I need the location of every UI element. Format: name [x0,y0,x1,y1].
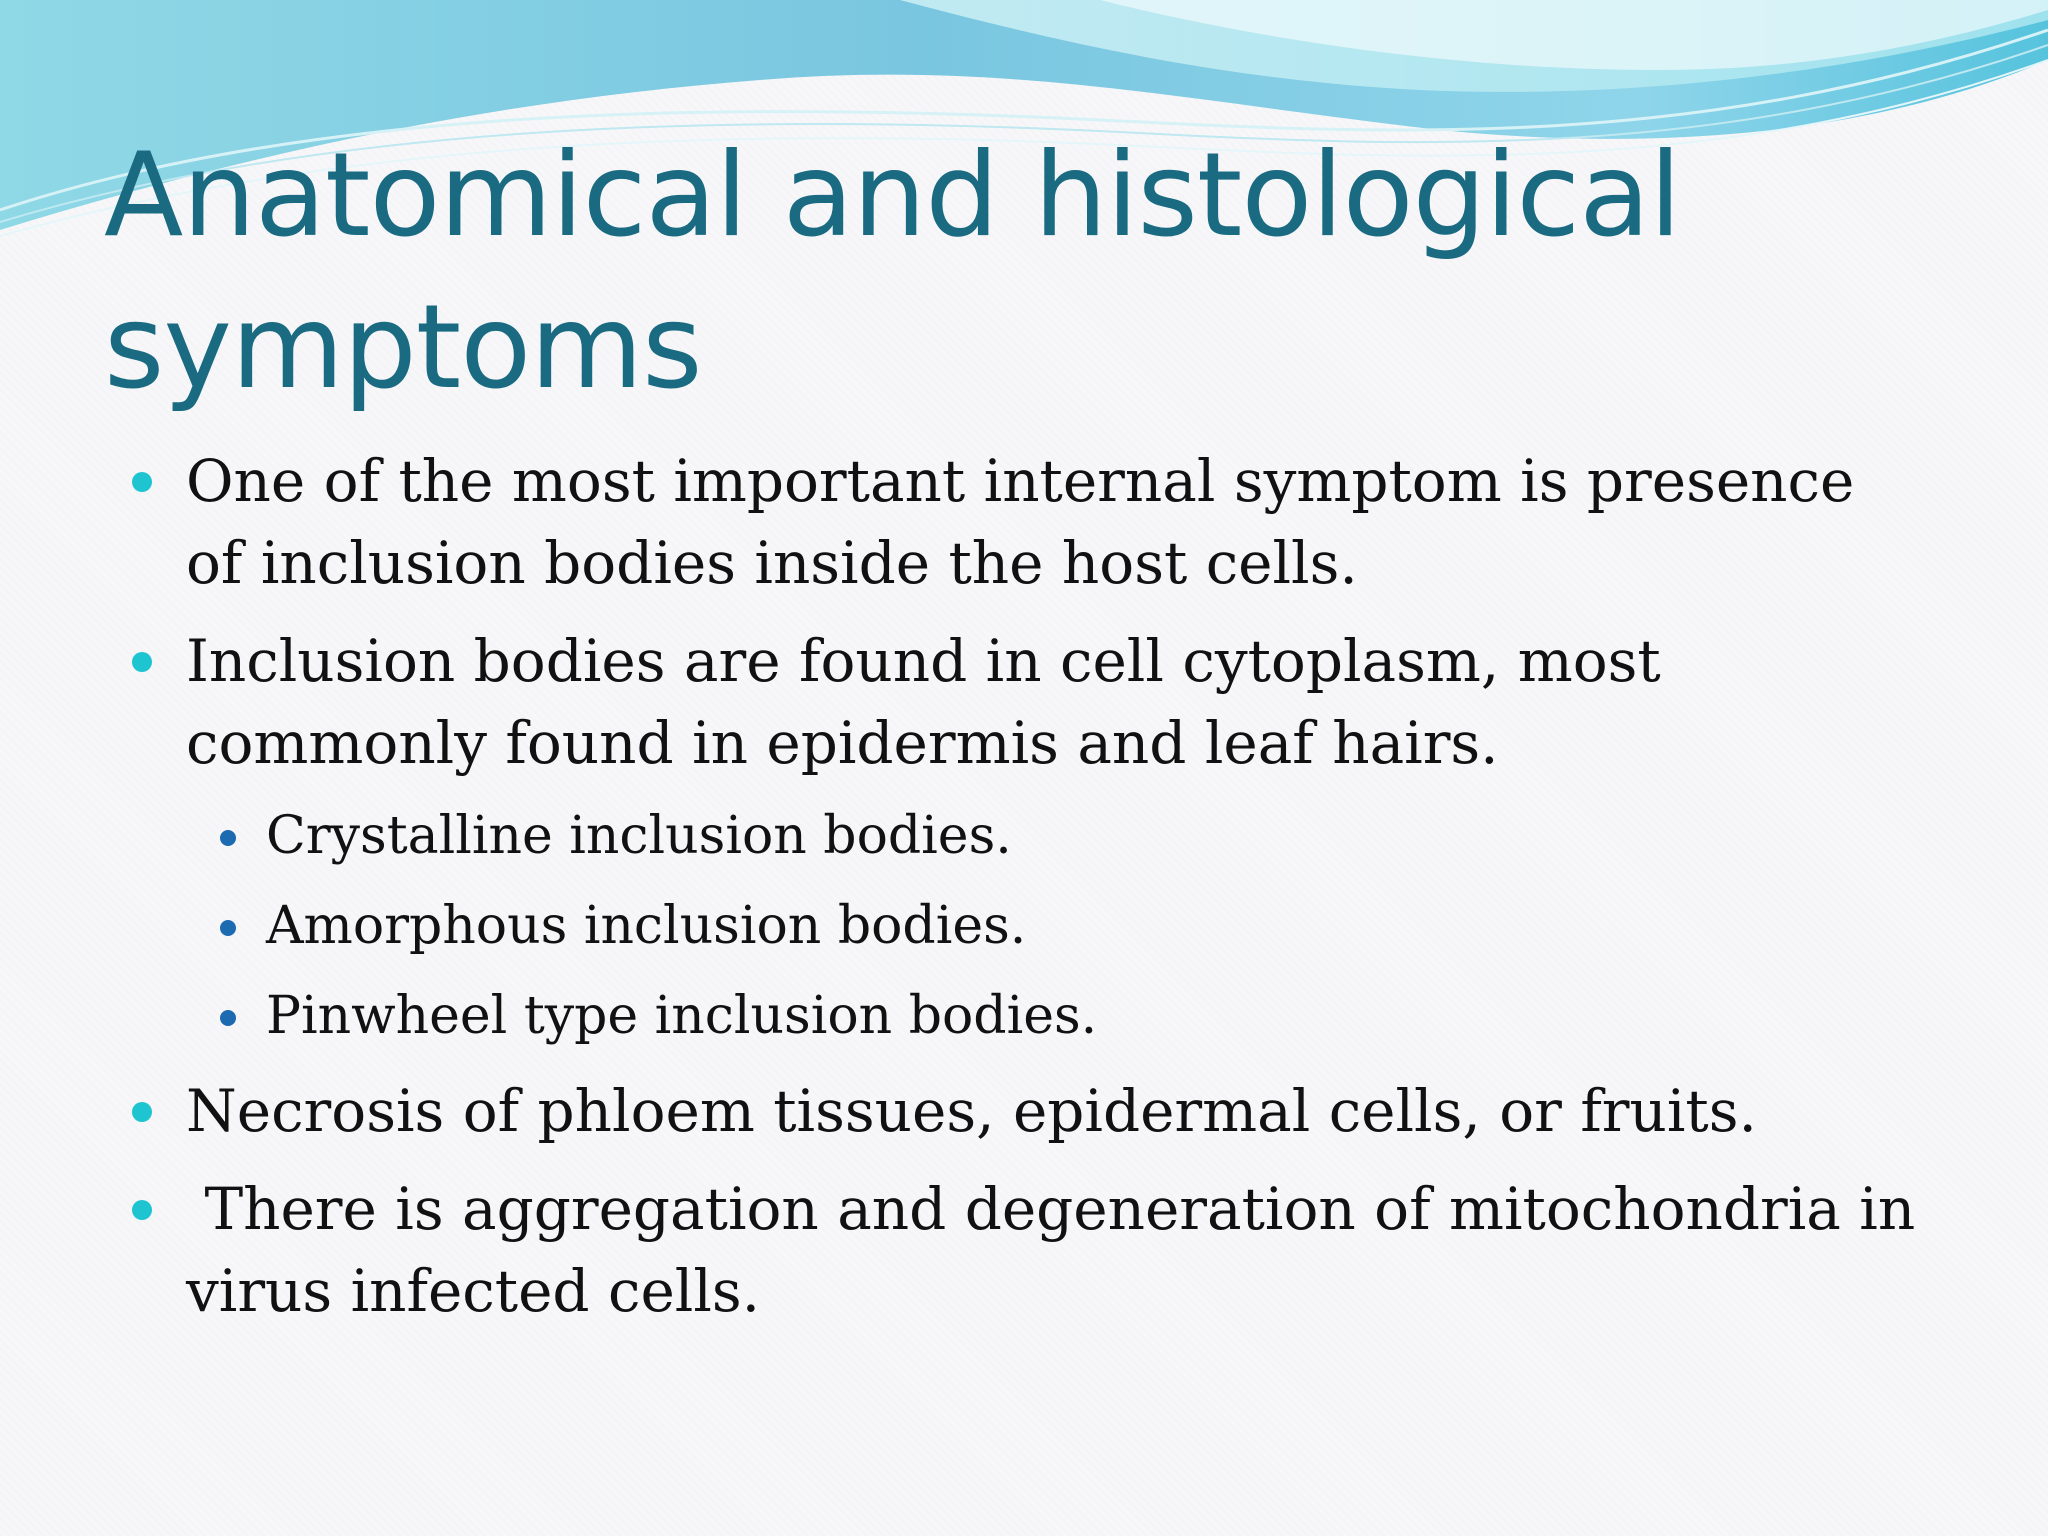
slide-title: Anatomical and histological symptoms [104,128,1681,415]
bullet-text: There is aggregation and degeneration of mitochondria in virus infected cells. [186,1175,1934,1325]
list-item [120,620,1920,784]
bullet-list [120,440,1934,1348]
sub-bullet-text: Amorphous inclusion bodies. [266,896,1027,956]
bullet-text: Necrosis of phloem tissues, epidermal cells, or fruits. [186,1077,1757,1145]
bullet-dot-icon [132,652,152,672]
bullet-text: Inclusion bodies are found in cell cytoplasm, most commonly found in epidermis and leaf hairs. [186,627,1661,777]
sub-list-item [120,800,1920,872]
bullet-dot-icon [132,1200,152,1220]
bullet-dot-icon [132,1102,152,1122]
sub-bullet-dot-icon [220,830,236,846]
sub-list-item [120,980,1920,1052]
sub-bullet-text: Crystalline inclusion bodies. [266,806,1012,866]
bullet-dot-icon [132,472,152,492]
list-item [120,1070,1920,1152]
list-item [120,440,1920,604]
bullet-text: One of the most important internal symptom is presence of inclusion bodies inside the host cells. [186,447,1855,597]
sub-list-item [120,890,1920,962]
sub-bullet-dot-icon [220,1010,236,1026]
list-item [120,1168,1934,1332]
sub-bullet-dot-icon [220,920,236,936]
sub-bullet-text: Pinwheel type inclusion bodies. [266,986,1098,1046]
